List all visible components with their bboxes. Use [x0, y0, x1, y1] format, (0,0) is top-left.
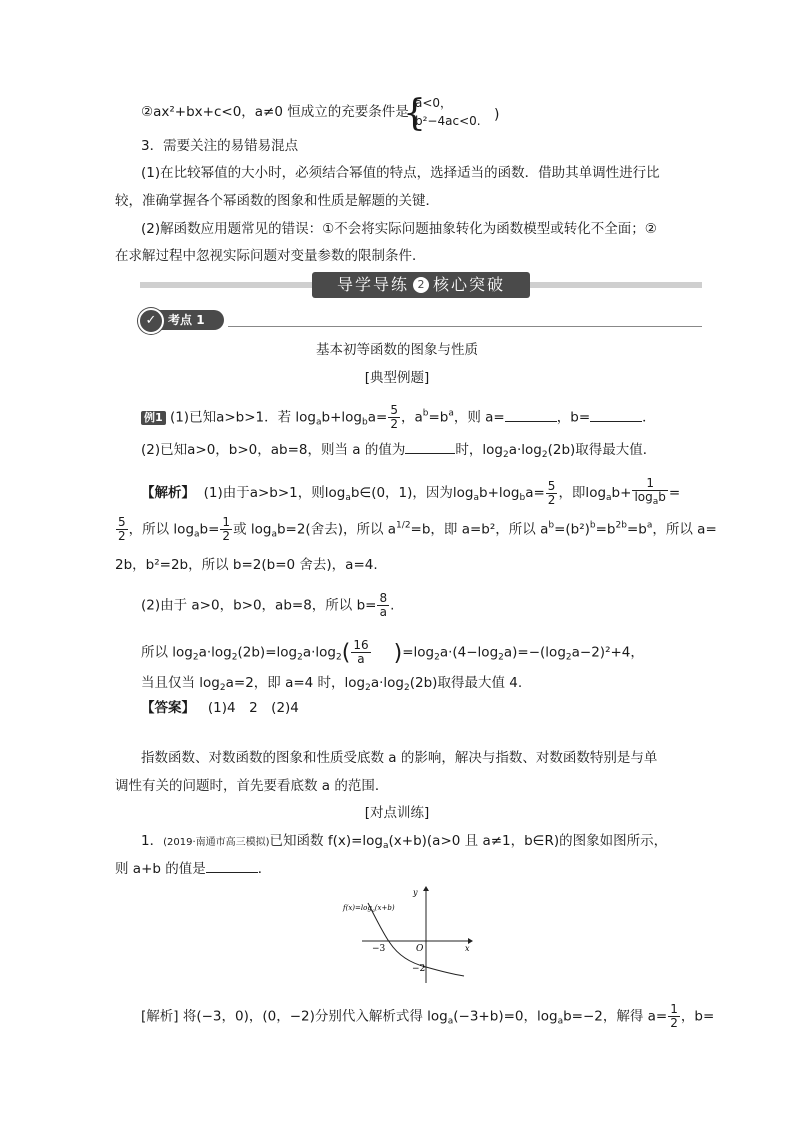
y-axis-label: y — [413, 888, 418, 897]
solution-line-4: (2)由于 a>0，b>0，ab=8，所以 b= $\frac{8}{a}$ . — [141, 591, 395, 619]
section-banner — [140, 272, 702, 298]
summary-line-2: 调性有关的问题时，首先要看底数 a 的范围． — [115, 778, 389, 794]
solution-line-6: 当且仅当 $\log_2a=2$，即 a=4 时，$\log_2a\cdot\log_2(2b)$取得最大值 4. — [141, 675, 523, 693]
function-graph — [340, 885, 480, 985]
answer-blank-a — [505, 409, 557, 422]
x-axis-label: x — [465, 944, 470, 953]
condition-case-2: b²−4ac<0. — [415, 114, 481, 128]
solution-line-3: 2b，b²=2b，所以 b=2(b=0 舍去)，a=4. — [115, 557, 378, 573]
hint-line: [解析] 将(−3，0)，(0，−2)分别代入解析式得 $\log_a(-3+b)=0$，$\log_ab=-2$，解得 a= $\frac{1}{2}$ ，b= — [141, 1002, 715, 1030]
condition-close: ) — [494, 107, 500, 123]
banner-number: 2 — [413, 277, 429, 293]
practice-label: [对点训练] — [364, 805, 430, 821]
practice-problem-1-line2: 则 a+b 的值是 ． — [115, 861, 272, 877]
section-3-p2-line1: (2)解函数应用题常见的错误：①不会将实际问题抽象转化为函数模型或转化不全面；② — [141, 221, 657, 237]
condition-case-1: a<0， — [415, 96, 453, 110]
topic-title: 基本初等函数的图象与性质 — [316, 342, 478, 358]
topic-divider — [228, 326, 702, 327]
solution-line-5: 所以 $\log_2a\cdot\log_2(2b)=\log_2a\cdot\log_2$( $\frac{16}{a}$ )$=\log_2a\cdot(4-\log_2a)=-(\log_2a-2)^2+4$， — [141, 638, 644, 666]
answer-blank-b — [590, 409, 642, 422]
answer-blank-c — [405, 441, 455, 454]
y-tick-label: −2 — [412, 964, 426, 974]
function-label: $f(x)=\log_a(x+b)$ — [343, 904, 395, 914]
solution-line-2: $\frac{5}{2}$ ，所以 $\log_ab=$ $\frac{1}{2}$ 或 $\log_ab=2$(舍去)，所以 $a^{1/2}=b$，即 a=b²，所以 $a^b=(b^2)^b=b^{2b}=b^a$，所以 a= — [118, 515, 717, 543]
origin-label: O — [416, 944, 424, 954]
example-tag: 例1 — [141, 411, 166, 425]
solution-line-1: 【解析】 (1)由于a>b>1，则$\log_ab\in(0$，1)，因为$\log_ab+\log_ba=$ $\frac{5}{2}$ ，即$\log_ab+$ $\frac{1}{\log_ab}$ = — [141, 476, 681, 507]
section-3-p1-line2: 较，准确掌握各个幂函数的图象和性质是解题的关键． — [115, 193, 439, 209]
check-icon: ✓ — [138, 308, 164, 334]
section-3-p1-line1: (1)在比较幂值的大小时，必须结合幂值的特点，选择适当的函数．借助其单调性进行比 — [141, 165, 660, 181]
answer-line: 【答案】 (1)4 2 (2)4 — [141, 700, 299, 716]
topic-badge: ✓ 考点 1 — [140, 310, 224, 330]
example-question-1: 例1 (1)已知a>b>1．若 $\log_ab+\log_ba=$ $\frac{5}{2}$ ，$a^b=b^a$，则 a= ，b= ． — [141, 404, 656, 432]
practice-problem-1-line1: 1．(2019·南通市高三模拟)已知函数 $f(x)=\log_a(x+b)(a>0$ 且 a≠1，b∈R)的图象如图所示， — [141, 833, 668, 851]
condition-line: ②ax²+bx+c<0，a≠0 恒成立的充要条件是 — [141, 104, 409, 120]
section-3-p2-line2: 在求解过程中忽视实际问题对变量参数的限制条件． — [115, 248, 426, 264]
y-axis-arrow — [423, 886, 429, 891]
summary-line-1: 指数函数、对数函数的图象和性质受底数 a 的影响，解决与指数、对数函数特别是与单 — [141, 750, 658, 766]
x-tick-label: −3 — [372, 944, 386, 954]
typical-examples-label: [典型例题] — [364, 370, 430, 386]
section-3-heading: 3．需要关注的易错易混点 — [141, 138, 299, 154]
example-question-2: (2)已知a>0，b>0，ab=8，则当 a 的值为 时，$\log_2a\cdot\log_2(2b)$取得最大值． — [141, 442, 657, 460]
brace-left: { — [403, 93, 426, 134]
banner-tab: 导学导练 2 核心突破 — [312, 272, 530, 298]
answer-blank-d — [206, 860, 258, 873]
